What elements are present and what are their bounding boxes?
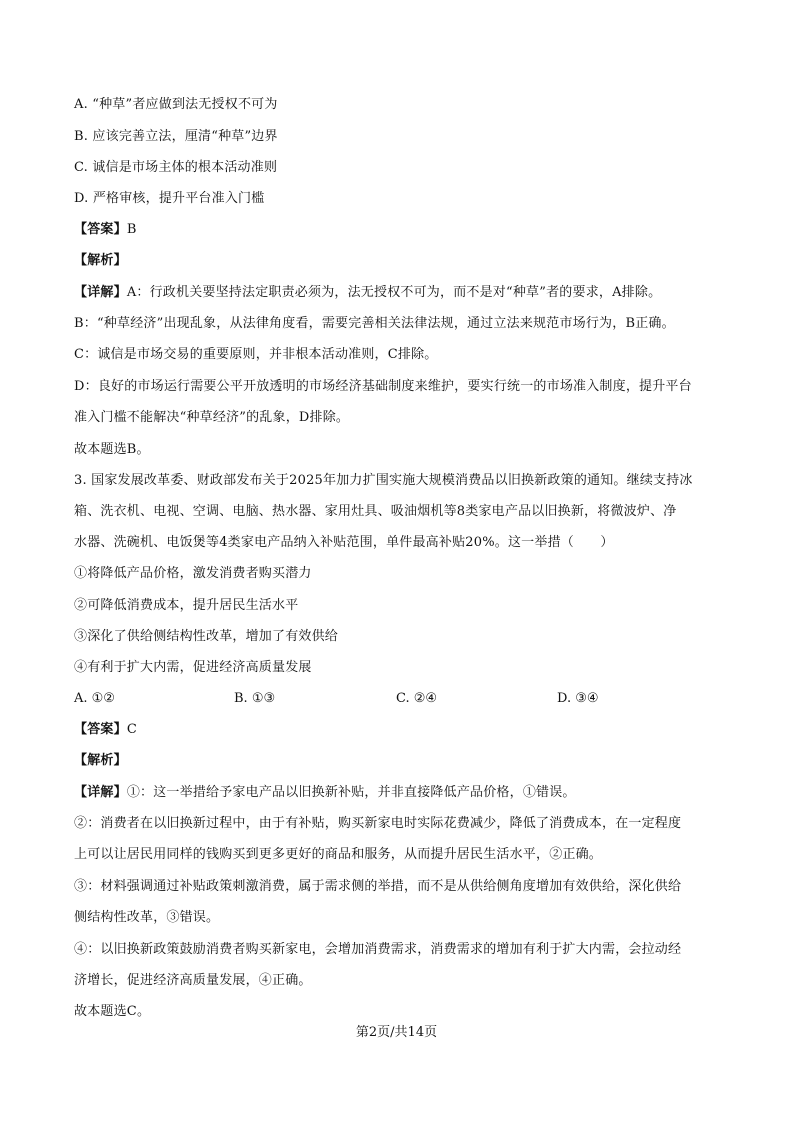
answer-label: 【答案】 (74, 222, 127, 237)
option-a: A. ①② (74, 691, 115, 706)
statement-item: ①将降低产品价格，激发消费者购买潜力 (74, 566, 312, 581)
detail-label: 【详解】 (74, 285, 127, 300)
detail-line: B：“种草经济”出现乱象，从法律角度看，需要完善相关法律法规，通过立法来规范市场行为，B正确。 (74, 316, 675, 331)
option-d: D. ③④ (557, 691, 599, 706)
question-stem: 箱、洗衣机、电视、空调、电脑、热水器、家用灶具、吸油烟机等8类家电产品以旧换新，将微波炉、净 (74, 504, 677, 519)
question-stem: 3. 国家发展改革委、财政部发布关于2025年加力扩围实施大规模消费品以旧换新政策的通知。继续支持冰 (74, 473, 693, 488)
answer-line (74, 720, 734, 740)
answer-value: B (126, 222, 137, 237)
detail-line (74, 283, 734, 303)
detail-line: ④：以旧换新政策鼓励消费者购买新家电，会增加消费需求，消费需求的增加有利于扩大内需，会拉动经 (74, 942, 682, 957)
option-c: C. 诚信是市场主体的根本活动准则 (74, 160, 278, 175)
conclusion: 故本题选B。 (74, 442, 150, 457)
option-b: B. 应该完善立法，厘清“种草”边界 (74, 129, 278, 144)
option-d: D. 严格审核，提升平台准入门槛 (74, 191, 265, 206)
detail-text: A：行政机关要坚持法定职责必须为，法无授权不可为，而不是对“种草”者的要求，A排除。 (126, 285, 662, 300)
statement-item: ④有利于扩大内需，促进经济高质量发展 (74, 660, 312, 675)
detail-label: 【详解】 (74, 785, 127, 800)
detail-line: 准入门槛不能解决“种草经济”的乱象，D排除。 (74, 410, 350, 425)
statement-item: ③深化了供给侧结构性改革，增加了有效供给 (74, 629, 339, 644)
analysis-label: 【解析】 (74, 253, 127, 268)
analysis-label: 【解析】 (74, 753, 127, 768)
question-stem: 水器、洗碗机、电饭煲等4类家电产品纳入补贴范围，单件最高补贴20%。这一举措（ ） (74, 535, 614, 550)
detail-text: ①：这一举措给予家电产品以旧换新补贴，并非直接降低产品价格，①错误。 (126, 785, 576, 800)
detail-line (74, 783, 734, 803)
detail-line: 济增长，促进经济高质量发展，④正确。 (74, 973, 312, 988)
detail-line: ③：材料强调通过补贴政策刺激消费，属于需求侧的举措，而不是从供给侧角度增加有效供给，深化供给 (74, 879, 682, 894)
answer-label: 【答案】 (74, 722, 127, 737)
detail-line: D：良好的市场运行需要公平开放透明的市场经济基础制度来维护，要实行统一的市场准入制度，提升平台 (74, 379, 692, 394)
conclusion: 故本题选C。 (74, 1004, 151, 1019)
option-c: C. ②④ (396, 691, 438, 706)
detail-line: C：诚信是市场交易的重要原则，并非根本活动准则，C排除。 (74, 347, 438, 362)
option-b: B. ①③ (234, 691, 276, 706)
statement-item: ②可降低消费成本，提升居民生活水平 (74, 598, 299, 613)
answer-line (74, 220, 734, 240)
page-number: 第2页/共14页 (355, 1025, 438, 1040)
detail-line: 侧结构性改革，③错误。 (74, 910, 220, 925)
detail-line: ②：消费者在以旧换新过程中，由于有补贴，购买新家电时实际花费减少，降低了消费成本，在一定程度 (74, 816, 682, 831)
option-a: A. “种草”者应做到法无授权不可为 (74, 97, 278, 112)
detail-line: 上可以让居民用同样的钱购买到更多更好的商品和服务，从而提升居民生活水平，②正确。 (74, 847, 603, 862)
answer-value: C (126, 722, 137, 737)
